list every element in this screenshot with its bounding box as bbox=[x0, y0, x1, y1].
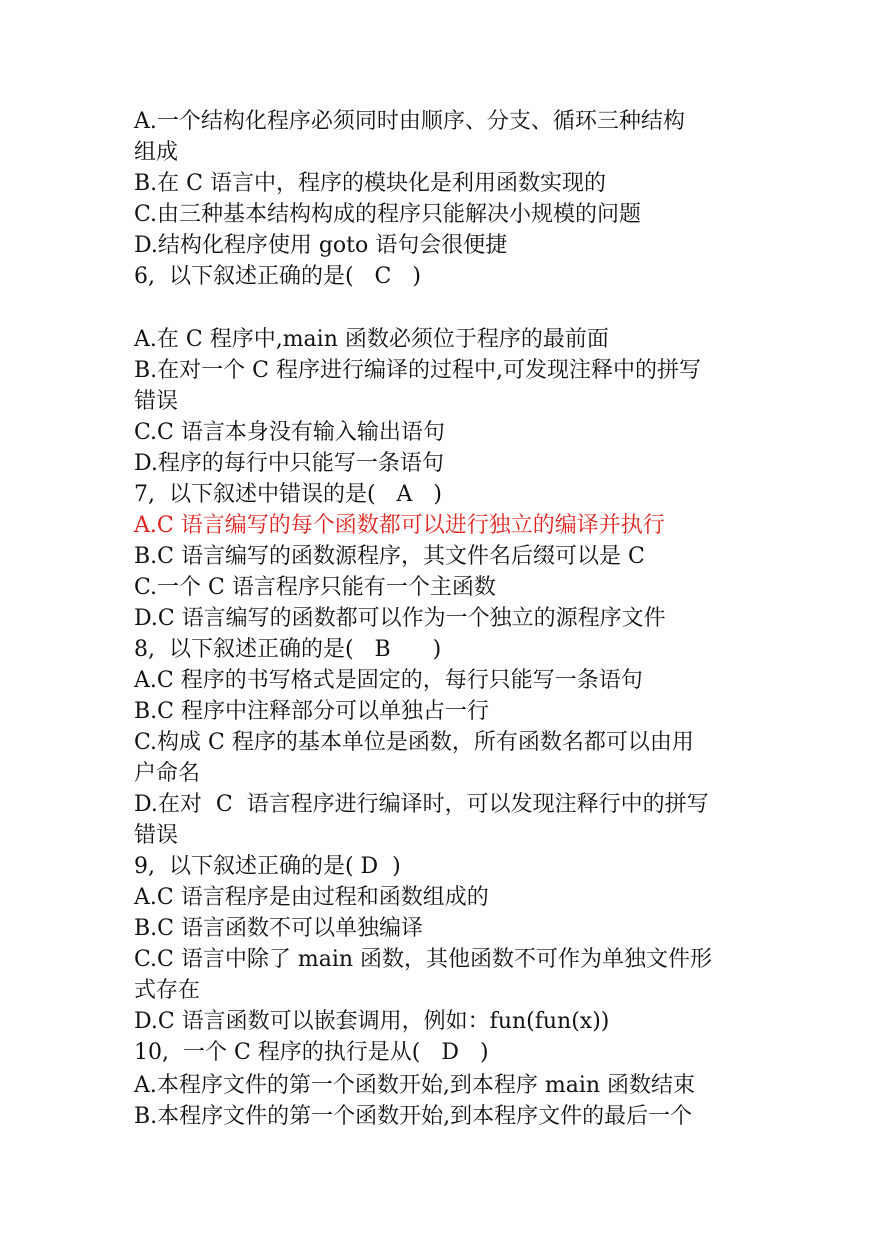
q6-option-a: A.在 C 程序中,main 函数必须位于程序的最前面 bbox=[134, 327, 609, 352]
question-8: 8, 以下叙述正确的是( B ) bbox=[134, 637, 442, 662]
question-9: 9, 以下叙述正确的是( D ) bbox=[134, 854, 401, 879]
q9-option-c-line1: C.C 语言中除了 main 函数，其他函数不可作为单独文件形 bbox=[134, 947, 713, 972]
question-7: 7, 以下叙述中错误的是( A ) bbox=[134, 482, 442, 507]
q6-option-b-line1: B.在对一个 C 程序进行编译的过程中,可发现注释中的拼写 bbox=[134, 358, 701, 383]
q7-option-b: B.C 语言编写的函数源程序，其文件名后缀可以是 C bbox=[134, 544, 645, 569]
q8-option-b: B.C 程序中注释部分可以单独占一行 bbox=[134, 699, 489, 724]
question-10: 10, 一个 C 程序的执行是从( D ) bbox=[134, 1040, 489, 1065]
q5-option-b: B.在 C 语言中，程序的模块化是利用函数实现的 bbox=[134, 171, 606, 196]
q8-option-d-line1: D.在对 C 语言程序进行编译时，可以发现注释行中的拼写 bbox=[134, 792, 709, 817]
q10-option-b: B.本程序文件的第一个函数开始,到本程序文件的最后一个 bbox=[134, 1104, 693, 1129]
q8-option-d-line2: 错误 bbox=[134, 823, 179, 848]
q7-option-c: C.一个 C 语言程序只能有一个主函数 bbox=[134, 575, 496, 600]
q9-option-b: B.C 语言函数不可以单独编译 bbox=[134, 916, 423, 941]
question-6: 6, 以下叙述正确的是( C ) bbox=[134, 264, 421, 289]
spacer bbox=[134, 292, 754, 324]
q6-option-d: D.程序的每行中只能写一条语句 bbox=[134, 451, 444, 476]
q5-option-c: C.由三种基本结构构成的程序只能解决小规模的问题 bbox=[134, 202, 642, 227]
q9-option-d: D.C 语言函数可以嵌套调用，例如：fun(fun(x)) bbox=[134, 1009, 610, 1034]
q8-option-c-line1: C.构成 C 程序的基本单位是函数，所有函数名都可以由用 bbox=[134, 730, 694, 755]
q9-option-c-line2: 式存在 bbox=[134, 978, 201, 1003]
q10-option-a: A.本程序文件的第一个函数开始,到本程序 main 函数结束 bbox=[134, 1073, 696, 1098]
q6-option-c: C.C 语言本身没有输入输出语句 bbox=[134, 420, 445, 445]
q6-option-b-line2: 错误 bbox=[134, 389, 179, 414]
question-text-block bbox=[134, 106, 754, 1132]
q9-option-a: A.C 语言程序是由过程和函数组成的 bbox=[134, 885, 489, 910]
q5-option-d: D.结构化程序使用 goto 语句会很便捷 bbox=[134, 233, 508, 258]
q8-option-c-line2: 户命名 bbox=[134, 761, 201, 786]
q5-option-a-line2: 组成 bbox=[134, 140, 179, 165]
q8-option-a: A.C 程序的书写格式是固定的，每行只能写一条语句 bbox=[134, 668, 643, 693]
q5-option-a-line1: A.一个结构化程序必须同时由顺序、分支、循环三种结构 bbox=[134, 109, 685, 134]
q7-option-d: D.C 语言编写的函数都可以作为一个独立的源程序文件 bbox=[134, 606, 666, 631]
q7-option-a-highlighted: A.C 语言编写的每个函数都可以进行独立的编译并执行 bbox=[134, 513, 665, 538]
